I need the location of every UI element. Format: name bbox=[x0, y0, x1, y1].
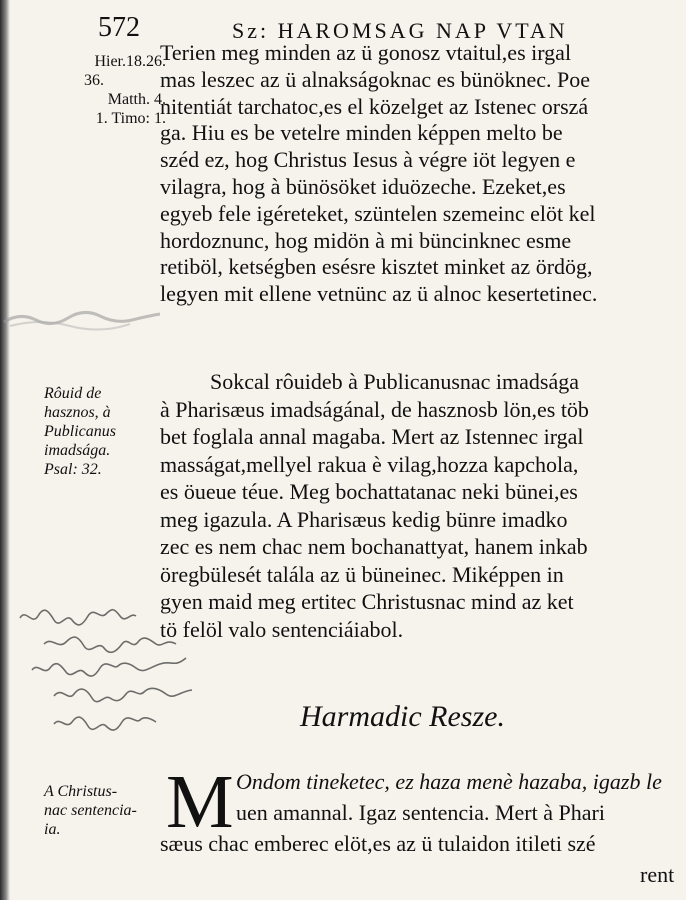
text-line: zec es nem chac nem bochanattyat, hanem inkab bbox=[160, 534, 588, 559]
text-line: hordoznunc, hog midön à mi büncinknec esme bbox=[160, 227, 572, 253]
text-line: ga. Hiu es be vetelre minden képpen melto be bbox=[160, 120, 563, 146]
text-line: retiböl, ketségben esésre kisztet minket az ördög, bbox=[160, 254, 593, 280]
text-line: rent bbox=[640, 862, 675, 887]
margin-notes-christ-sentence bbox=[44, 782, 166, 839]
text-line: es öueue téue. Meg bochattatanac neki bünei,es bbox=[160, 479, 578, 504]
text-line: mas leszec az ü alnakságoknac es bünöknec. Poe bbox=[160, 66, 591, 92]
margin-note: imadsága. bbox=[44, 442, 111, 459]
paragraph-3 bbox=[160, 760, 686, 890]
margin-note: Matth. 4. bbox=[107, 91, 166, 108]
margin-note: Rôuid de bbox=[44, 385, 102, 402]
text-line: széd ez, hog Christus Iesus à végre iöt legyen e bbox=[160, 147, 576, 173]
text-line: Sokcal rôuideb à Publicanusnac imadsága bbox=[210, 369, 580, 394]
text-line: masságat,mellyel rakua è vilag,hozza kapchola, bbox=[160, 451, 579, 477]
text-line: sæus chac emberec elöt,es az ü tulaidon itileti szé bbox=[160, 831, 596, 856]
margin-note: 1. Timo: 1. bbox=[95, 110, 166, 127]
text-line: tö felöl valo sentenciáiabol. bbox=[160, 616, 404, 642]
text-line: öregbülesét talála az ü büneinec. Miképpen in bbox=[160, 561, 564, 587]
text-line: Ondom tineketec, ez haza menè hazaba, igazb le bbox=[236, 769, 662, 794]
margin-note: A Christus- bbox=[44, 783, 118, 800]
section-heading: Harmadic Resze. bbox=[300, 700, 505, 733]
text-line: meg igazula. A Pharisæus kedig bünre imadko bbox=[160, 506, 568, 532]
margin-note: Hier.18.26. bbox=[94, 53, 166, 70]
text-line: Terien meg minden az ü gonosz vtaitul,es irgal bbox=[160, 40, 572, 65]
text-line: vilagra, hog à bünösöket iduözeche. Ezeket,es bbox=[160, 173, 566, 199]
paragraph-1 bbox=[160, 40, 686, 308]
margin-notes-scripture-refs bbox=[44, 52, 166, 128]
text-line: egyeb fele igéreteket, szüntelen szemeinc elöt kel bbox=[160, 200, 596, 226]
margin-note: Psal: 32. bbox=[44, 461, 102, 478]
binding-gutter-shadow bbox=[0, 0, 10, 900]
margin-notes-publican-prayer bbox=[44, 384, 166, 479]
margin-note: nac sentencia- bbox=[44, 802, 137, 819]
page-number: 572 bbox=[98, 12, 140, 43]
text-line: nitentiát tarchatoc,es el közelget az Istenec orszá bbox=[160, 93, 589, 119]
text-line: uen amannal. Igaz sentencia. Mert à Phari bbox=[236, 800, 605, 825]
margin-note: 36. bbox=[84, 72, 104, 89]
handwritten-marginalia bbox=[14, 596, 284, 746]
running-title: Sz: HAROMSAG NAP VTAN bbox=[232, 18, 568, 43]
text-line: gyen maid meg ertitec Christusnac mind az ket bbox=[160, 589, 574, 614]
drop-cap: M bbox=[166, 760, 234, 844]
margin-note: ia. bbox=[44, 821, 61, 838]
margin-note: Publicanus bbox=[44, 423, 116, 440]
text-line: bet foglala annal magaba. Mert az Istennec irgal bbox=[160, 424, 584, 449]
faded-stamp-marks bbox=[0, 296, 170, 336]
text-line: legyen mit ellene vetnünc az ü alnoc kesertetinec. bbox=[160, 281, 598, 307]
margin-note: hasznos, à bbox=[44, 404, 111, 421]
text-line: à Pharisæus imadságánal, de hasznosb lön,es töb bbox=[160, 396, 589, 422]
